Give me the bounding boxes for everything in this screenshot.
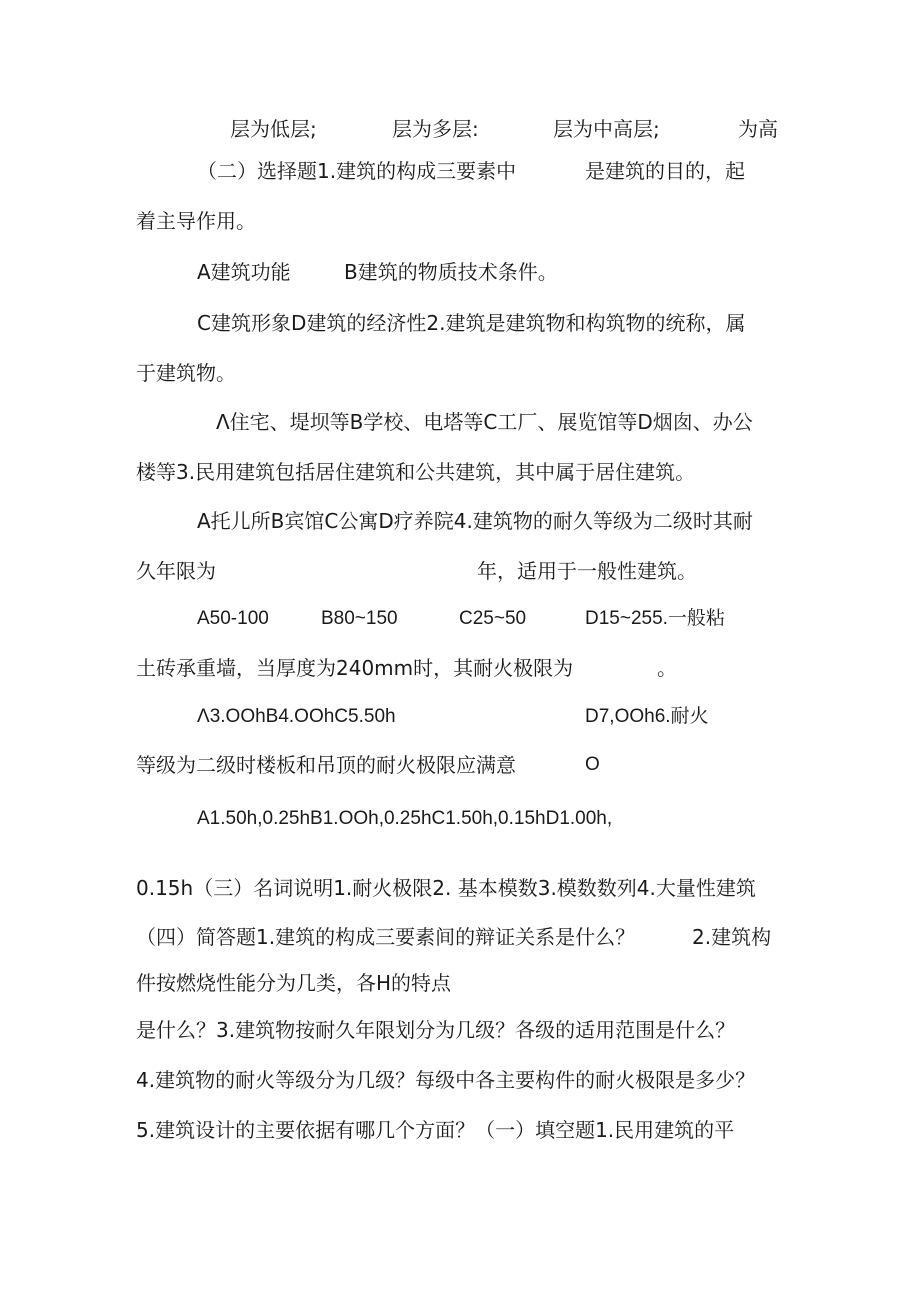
text-line-4b: B建筑的物质技术条件。	[344, 260, 558, 284]
text-line-18: 件按燃烧性能分为几类，各H的特点	[136, 971, 452, 995]
text-line-1a: 层为低层;	[230, 117, 317, 141]
text-line-17b: 2.建筑构	[692, 925, 772, 949]
text-line-12b: 。	[657, 656, 677, 680]
text-line-14a: 等级为二级时楼板和吊顶的耐火极限应满意	[136, 753, 516, 777]
text-line-2b: 是建筑的目的，起	[585, 159, 745, 183]
text-line-1d: 为高	[738, 117, 778, 141]
text-line-17a: （四）简答题1.建筑的构成三要素间的辩证关系是什么？	[136, 925, 636, 949]
text-line-11a: A50-100	[197, 608, 269, 629]
text-line-4a: A建筑功能	[197, 260, 291, 284]
text-line-2a: （二）选择题1.建筑的构成三要素中	[197, 159, 517, 183]
text-line-15: A1.50h,0.25hB1.OOh,0.25hC1.50h,0.15hD1.00h,	[197, 808, 613, 829]
text-line-11b: B80~150	[321, 608, 398, 629]
text-line-11c: C25~50	[459, 608, 527, 629]
text-line-13b: D7,OOh6.耐火	[585, 706, 709, 727]
text-line-12a: 土砖承重墙，当厚度为240mm时，其耐火极限为	[136, 656, 574, 680]
text-line-11d: D15~255.一般粘	[585, 608, 725, 629]
text-line-21: 5.建筑设计的主要依据有哪几个方面？（一）填空题1.民用建筑的平	[136, 1118, 735, 1142]
text-line-10a: 久年限为	[136, 559, 216, 583]
text-line-14b: O	[585, 754, 600, 775]
text-line-20: 4.建筑物的耐火等级分为几级？每级中各主要构件的耐火极限是多少？	[136, 1068, 756, 1092]
text-line-6: 于建筑物。	[136, 361, 236, 385]
text-line-3: 着主导作用。	[136, 209, 256, 233]
text-line-13a: Λ3.OOhB4.OOhC5.50h	[197, 706, 396, 727]
text-line-7: Λ住宅、堤坝等B学校、电塔等C工厂、展览馆等D烟囱、办公	[216, 410, 753, 434]
text-line-8: 楼等3.民用建筑包括居住建筑和公共建筑，其中属于居住建筑。	[136, 460, 696, 484]
text-line-16: 0.15h（三）名词说明1.耐火极限2. 基本模数3.模数数列4.大量性建筑	[136, 876, 756, 900]
text-line-19: 是什么？3.建筑物按耐久年限划分为几级？各级的适用范围是什么？	[136, 1018, 736, 1042]
text-line-1b: 层为多层:	[392, 117, 479, 141]
text-line-5: C建筑形象D建筑的经济性2.建筑是建筑物和构筑物的统称，属	[197, 311, 746, 335]
text-line-10b: 年，适用于一般性建筑。	[477, 559, 697, 583]
text-line-9: A托儿所B宾馆C公寓D疗养院4.建筑物的耐久等级为二级时其耐	[197, 509, 753, 533]
text-line-1c: 层为中高层;	[553, 117, 660, 141]
